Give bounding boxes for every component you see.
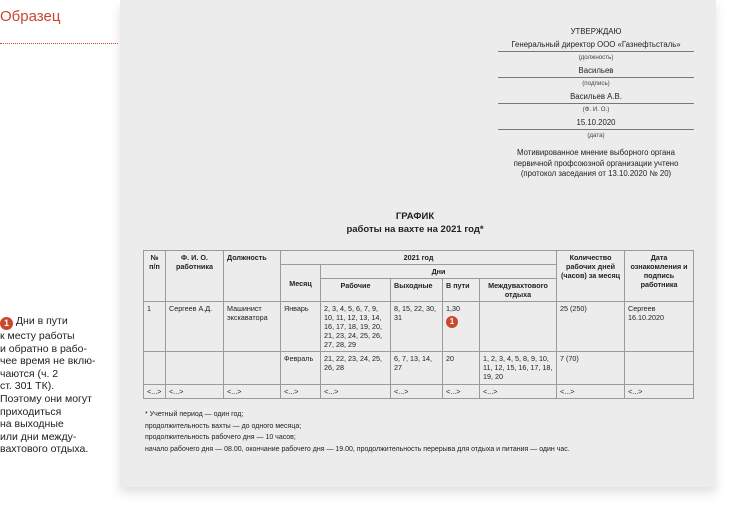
cell-position: Машинист экскаватора [224, 302, 281, 352]
header-year: 2021 год [281, 251, 557, 265]
approval-position-caption: (должность) [578, 54, 614, 61]
footnote-line: продолжительность рабочего дня — 10 часов; [145, 434, 296, 442]
header-hours: Количество рабочих дней (часов) за месяц [557, 251, 625, 302]
cell-rest: 1, 2, 3, 4, 5, 8, 9, 10, 11, 12, 15, 16, 17, 18, 19, 20 [480, 352, 557, 385]
cell-position [224, 352, 281, 385]
header-month: Месяц [281, 265, 321, 302]
sample-title: Образец [0, 8, 61, 25]
note-line: чаются (ч. 2 [0, 367, 59, 380]
cell-work: 2, 3, 4, 5, 6, 7, 9, 10, 11, 12, 13, 14, 16, 17, 18, 19, 20, 21, 23, 24, 25, 26, 27, 28, 29 [321, 302, 391, 352]
cell-ellipsis: <...> [166, 385, 224, 399]
cell-hours: 25 (250) [557, 302, 625, 352]
cell-name [166, 352, 224, 385]
header-ack: Дата ознакомления и подпись работника [625, 251, 694, 302]
schedule-subtitle: работы на вахте на 2021 год* [346, 224, 484, 235]
cell-ellipsis: <...> [557, 385, 625, 399]
sample-divider [0, 43, 118, 44]
footnote-line: начало рабочего дня — 08.00, окончание рабочего дня — 19.00, продолжительность перерыва для отдыха и питания — один час. [145, 446, 570, 454]
note-line: к месту работы [0, 330, 75, 342]
note-line: на выходные [0, 418, 64, 431]
note-line: ст. 301 ТК). [0, 380, 55, 393]
shift-schedule-table [143, 250, 694, 399]
union-opinion-line: (протокол заседания от 13.10.2020 № 20) [520, 169, 672, 178]
cell-work: 21, 22, 23, 24, 25, 26, 28 [321, 352, 391, 385]
header-position: Должность [224, 251, 281, 302]
cell-num [144, 352, 166, 385]
schedule-title-block [300, 210, 530, 236]
side-note [0, 315, 112, 456]
cell-month: Февраль [281, 352, 321, 385]
note-line: чее время не вклю- [0, 355, 96, 368]
approval-name: Васильев А.В. [498, 92, 694, 104]
approval-heading: УТВЕРЖДАЮ [570, 27, 622, 36]
cell-ellipsis: <...> [480, 385, 557, 399]
note-line: или дни между- [0, 430, 77, 443]
table-row [144, 302, 694, 352]
cell-travel-value: 1,30 [446, 304, 460, 313]
approval-name-caption: (Ф. И. О.) [582, 106, 610, 113]
footnotes [145, 409, 705, 456]
table-row-ellipsis [144, 385, 694, 399]
note-line: приходиться [0, 405, 62, 418]
header-work: Рабочие [321, 279, 391, 302]
cell-ellipsis: <...> [224, 385, 281, 399]
cell-name: Сергеев А.Д. [166, 302, 224, 352]
header-days: Дни [321, 265, 557, 279]
header-off: Выходные [391, 279, 443, 302]
approval-date-caption: (дата) [587, 132, 605, 139]
cell-travel: 20 [443, 352, 480, 385]
approval-date: 15.10.2020 [498, 118, 694, 130]
cell-off: 6, 7, 13, 14, 27 [391, 352, 443, 385]
header-name: Ф. И. О. работника [166, 251, 224, 302]
union-opinion-line: Мотивированное мнение выборного органа [517, 148, 675, 157]
cell-ellipsis: <...> [321, 385, 391, 399]
cell-off: 8, 15, 22, 30, 31 [391, 302, 443, 352]
note-line: вахтового отдыха. [0, 443, 89, 456]
table-row [144, 352, 694, 385]
cell-ack: Сергеев 16.10.2020 [625, 302, 694, 352]
approval-signature: Васильев [498, 66, 694, 78]
cell-hours: 7 (70) [557, 352, 625, 385]
table-header-row [144, 251, 694, 265]
cell-rest [480, 302, 557, 352]
schedule-title: ГРАФИК [395, 211, 435, 222]
cell-month: Январь [281, 302, 321, 352]
cell-ellipsis: <...> [281, 385, 321, 399]
cell-travel [443, 302, 480, 352]
note-line: и обратно в рабо- [0, 342, 87, 355]
cell-ellipsis: <...> [391, 385, 443, 399]
approval-position: Генеральный директор ООО «Газнефтьсталь» [498, 40, 694, 52]
note-line: Дни в пути [15, 315, 68, 327]
footnote-line: продолжительность вахты — до одного месяца; [145, 422, 302, 430]
travel-note-badge: 1 [446, 316, 458, 328]
cell-ellipsis: <...> [144, 385, 166, 399]
note-line: Поэтому они могут [0, 392, 92, 405]
header-num: № п/п [144, 251, 166, 302]
header-travel: В пути [443, 279, 480, 302]
header-rest: Междувахтового отдыха [480, 279, 557, 302]
cell-num: 1 [144, 302, 166, 352]
footnote-line: * Учетный период — один год; [145, 411, 244, 418]
cell-ellipsis: <...> [443, 385, 480, 399]
cell-ack [625, 352, 694, 385]
cell-ellipsis: <...> [625, 385, 694, 399]
approval-block [498, 27, 694, 180]
union-opinion-line: первичной профсоюзной организации учтено [513, 158, 679, 168]
note-badge: 1 [0, 317, 13, 330]
approval-signature-caption: (подпись) [582, 80, 610, 87]
